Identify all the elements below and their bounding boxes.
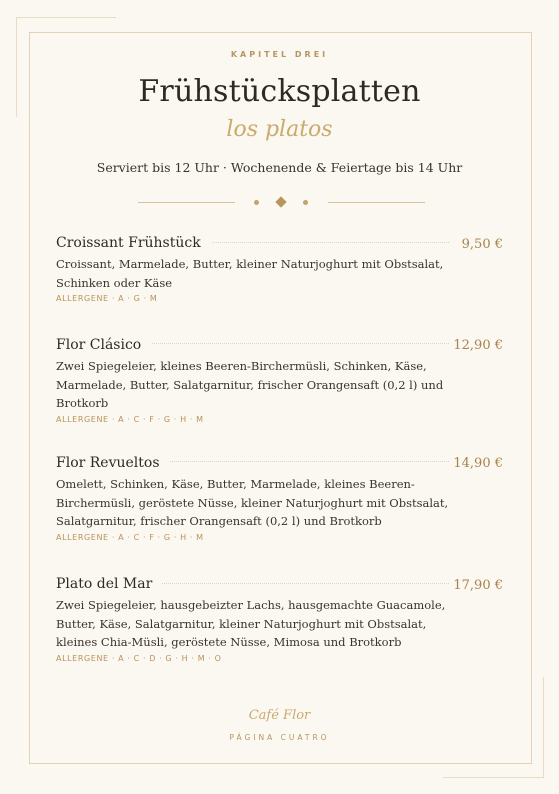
ornament-diamond-icon xyxy=(275,196,286,207)
chapter-kicker: KAPITEL DREI xyxy=(230,50,329,59)
ornament-line-right xyxy=(328,202,425,203)
menu-item-allergens: ALLERGENE · A · G · M xyxy=(56,294,158,303)
menu-item-header xyxy=(56,337,503,357)
menu-item-allergens: ALLERGENE · A · C · F · G · H · M xyxy=(56,532,204,542)
corner-decoration-bottom-right-vertical xyxy=(543,677,544,778)
footer-brand-logo: Café Flor xyxy=(248,708,311,723)
menu-item xyxy=(56,235,503,303)
menu-item-description: Croissant, Marmelade, Butter, kleiner Naturjoghurt mit Obstsalat, Schinken oder Käse xyxy=(56,257,444,290)
footer-page-label: PÁGINA CUATRO xyxy=(229,733,330,742)
menu-item-description: Zwei Spiegeleier, kleines Beeren-Birchermüsli, Schinken, Käse, Marmelade, Butter, Salatgarnitur, frischer Orangensaft (0,2 l) und Brotkorb xyxy=(56,359,444,410)
menu-item-price: 14,90 € xyxy=(453,456,503,471)
ornament-dot-left xyxy=(254,200,259,205)
dotted-leader xyxy=(161,461,449,463)
corner-decoration-bottom-right xyxy=(443,777,544,778)
menu-item-name: Croissant Frühstück xyxy=(56,235,211,251)
dotted-leader xyxy=(206,242,449,244)
ornament-dot-right xyxy=(303,200,308,205)
menu-item-header xyxy=(56,455,503,475)
menu-item-allergens: ALLERGENE · A · C · F · G · H · M xyxy=(56,414,204,424)
menu-item-price: 17,90 € xyxy=(453,578,503,593)
dotted-leader xyxy=(161,583,449,585)
menu-item-price: 12,90 € xyxy=(453,338,503,353)
menu-item xyxy=(56,337,503,424)
serving-hours-note: Serviert bis 12 Uhr · Wochenende & Feiertage bis 14 Uhr xyxy=(96,160,463,175)
menu-item xyxy=(56,455,503,542)
page-title: Frühstücksplatten xyxy=(138,74,421,109)
menu-item-description: Omelett, Schinken, Käse, Butter, Marmelade, kleines Beeren-Birchermüsli, geröstete Nüsse, kleiner Naturjoghurt mit Obstsalat, Salatgarnitur, frischer Orangensaft (0,2 l) und Brotkorb xyxy=(56,477,449,528)
menu-item-name: Plato del Mar xyxy=(56,576,162,592)
menu-item-header xyxy=(56,235,503,255)
menu-item-allergens: ALLERGENE · A · C · D · G · H · M · O xyxy=(56,653,222,663)
menu-item-description: Zwei Spiegeleier, hausgebeizter Lachs, hausgemachte Guacamole, Butter, Käse, Salatgarnitur, kleiner Naturjoghurt mit Obstsalat, kleines Chia-Müsli, geröstete Nüsse, Mimosa und Brotkorb xyxy=(56,598,446,649)
corner-decoration-top-left xyxy=(16,17,116,18)
menu-item-price: 9,50 € xyxy=(461,237,503,252)
script-subtitle: los platos xyxy=(226,117,333,142)
menu-item-name: Flor Clásico xyxy=(56,337,151,353)
dotted-leader xyxy=(141,343,449,345)
menu-item xyxy=(56,576,503,663)
ornament-line-left xyxy=(138,202,235,203)
ornament-divider xyxy=(138,196,425,210)
menu-item-header xyxy=(56,576,503,596)
menu-item-name: Flor Revueltos xyxy=(56,455,170,471)
